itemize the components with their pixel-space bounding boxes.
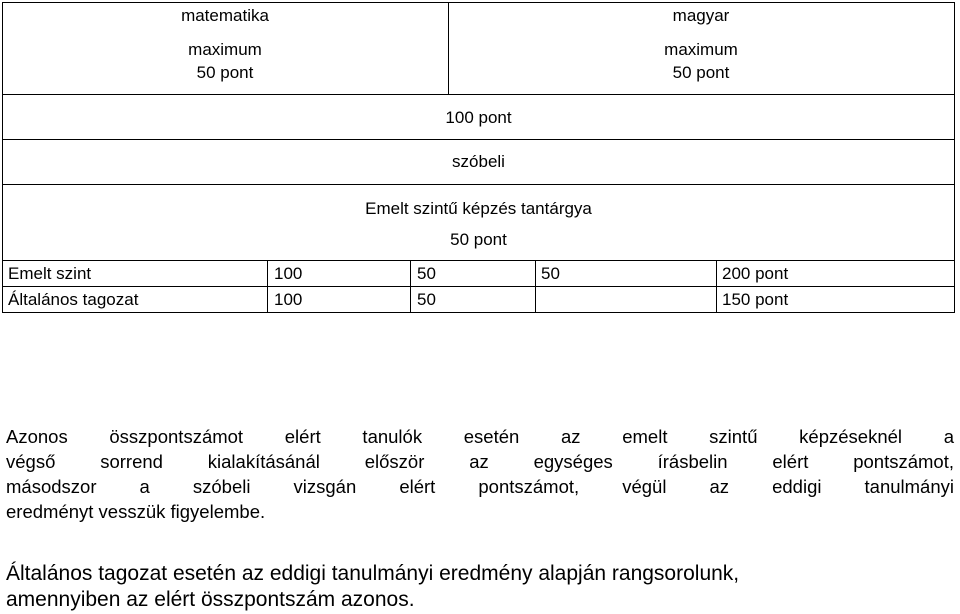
general-track-paragraph [6,561,954,613]
col-divider-4 [716,260,717,313]
header-divider-2 [2,139,955,140]
table-border-top [2,2,955,3]
paragraph2-line2: amennyiben az elért összpontszám azonos. [6,588,415,611]
row1-c1: 100 [274,264,303,283]
paragraph1-line1: Azonos összpontszámot elért tanulók esetén az emelt szintű képzéseknél a [6,426,954,447]
row2-total: 150 pont [722,290,789,309]
row2-name: Általános tagozat [8,290,139,309]
total-points: 100 pont [445,108,512,127]
table-border-bottom [2,312,955,313]
advanced-subject: Emelt szintű képzés tantárgya [365,199,592,218]
subject-math: matematika [181,6,269,25]
row1-name: Emelt szint [8,264,92,283]
col-divider-3 [535,260,536,313]
row2-c2: 50 [417,290,436,309]
paragraph1-line2: végső sorrend kialakításánál először az egységes írásbelin elért pontszámot, [6,451,954,472]
col-divider-2 [410,260,411,313]
row2-c1: 100 [274,290,303,309]
hu-max-line1: maximum [664,40,738,59]
paragraph1-line3: másodszor a szóbeli vizsgán elért pontszámot, végül az eddigi tanulmányi [6,476,954,497]
math-max-line2: 50 pont [196,63,254,82]
col-divider-1 [267,260,268,313]
row1-total: 200 pont [722,264,789,283]
tiebreak-paragraph [6,424,954,524]
header-divider-3 [2,184,955,185]
table-row-divider [2,286,955,287]
row1-c3: 50 [541,264,560,283]
hu-max-line2: 50 pont [672,63,730,82]
header-divider-1 [2,94,955,95]
math-max-line1: maximum [188,40,262,59]
advanced-points: 50 pont [450,230,507,249]
row1-c2: 50 [417,264,436,283]
paragraph1-line4: eredményt vesszük figyelembe. [6,501,266,522]
subject-hungarian: magyar [672,6,730,25]
oral-label: szóbeli [452,152,505,171]
paragraph2-line1: Általános tagozat esetén az eddigi tanulmányi eredmény alapján rangsorolunk, [6,562,740,585]
table-header-divider [2,260,955,261]
